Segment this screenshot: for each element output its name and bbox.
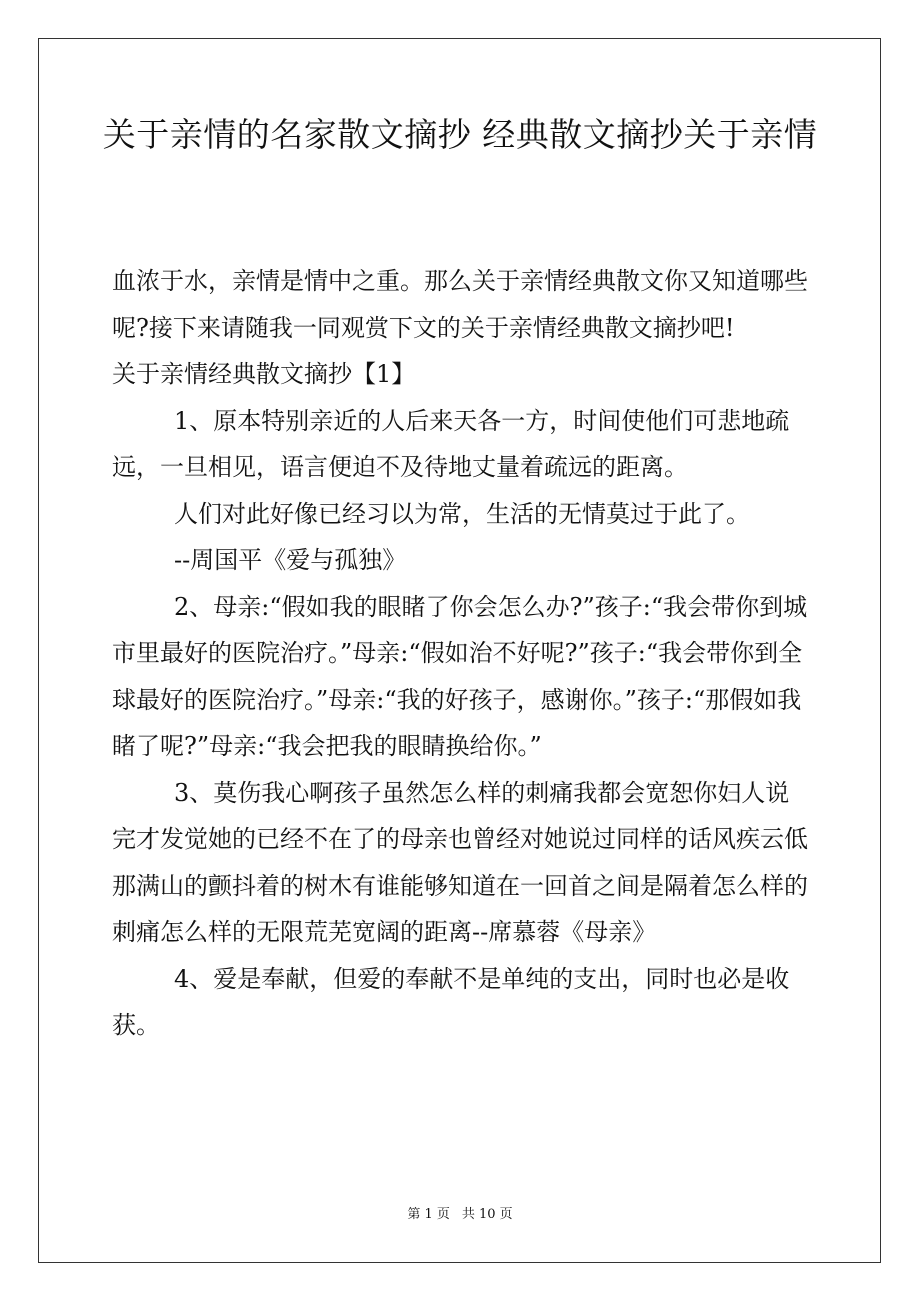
paragraph-item-1-author: --周国平《爱与孤独》 (174, 546, 407, 574)
paragraph-item-1-cont: 人们对此好像已经习以为常，生活的无情莫过于此了。 (174, 499, 750, 528)
paragraph-section-heading: 关于亲情经典散文摘抄【1】 (112, 360, 416, 388)
paragraph-item-2: 2、母亲:“假如我的眼睹了你会怎么办?”孩子:“我会带你到城市里最好的医院治疗。”母亲:“假如治不好呢?”孩子:“我会带你到全球最好的医院治疗。”母亲:“我的好孩子，感谢你。”孩子:“那假如我睹了呢?”母亲:“我会把我的眼睛换给你。” (112, 592, 808, 760)
paragraph-item-4: 4、爱是奉献，但爱的奉献不是单纯的支出，同时也必是收获。 (112, 964, 790, 1039)
document-title: 关于亲情的名家散文摘抄 经典散文摘抄关于亲情 (102, 115, 818, 154)
paragraph-item-1: 1、原本特别亲近的人后来天各一方，时间使他们可悲地疏远，一旦相见，语言便迫不及待地丈量着疏远的距离。 (112, 406, 790, 481)
page-footer (0, 1206, 920, 1224)
page-total: 共 10 页 (461, 1207, 513, 1222)
paragraph-intro: 血浓于水，亲情是情中之重。那么关于亲情经典散文你又知道哪些呢?接下来请随我一同观赏下文的关于亲情经典散文摘抄吧! (112, 267, 808, 342)
paragraph-item-3: 3、莫伤我心啊孩子虽然怎么样的刺痛我都会宽恕你妇人说完才发觉她的已经不在了的母亲也曾经对她说过同样的话风疾云低那满山的颤抖着的树木有谁能够知道在一回首之间是隔着怎么样的刺痛怎么样的无限荒芜宽阔的距离--席慕蓉《母亲》 (112, 778, 808, 946)
document-body (112, 258, 812, 1049)
page-number: 第 1 页 (407, 1207, 450, 1222)
